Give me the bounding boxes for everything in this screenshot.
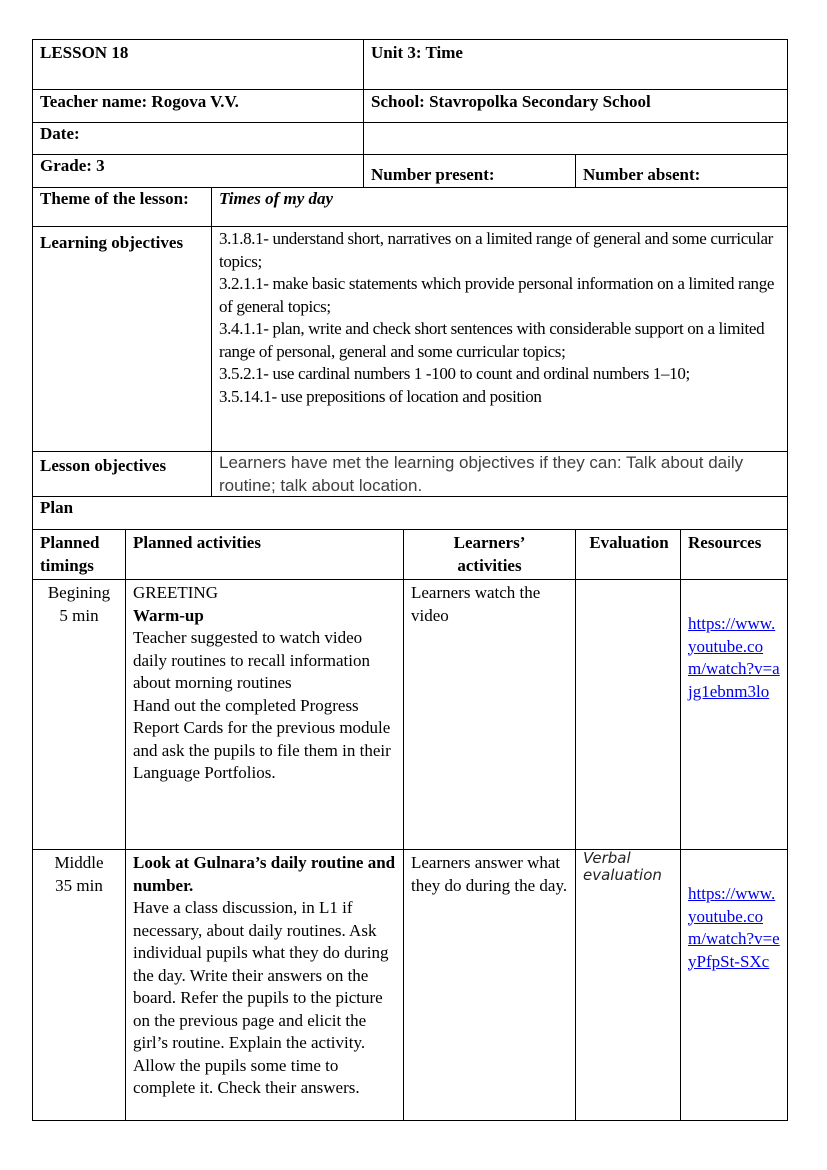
column-header-evaluation: Evaluation: [575, 529, 681, 580]
timing-duration: 35 min: [55, 875, 103, 895]
date-label: Date:: [32, 122, 364, 155]
theme-label: Theme of the lesson:: [32, 187, 212, 227]
learning-objective-item: 3.5.2.1- use cardinal numbers 1 -100 to count and ordinal numbers 1–10;: [219, 364, 690, 383]
column-header-timings: Planned timings: [32, 529, 126, 580]
unit-title: Unit 3: Time: [363, 39, 788, 90]
activity-text: Hand out the completed Progress Report Cards for the previous module and ask the pupils to file them in their Language Portfolios.: [133, 695, 391, 782]
date-value: [363, 122, 788, 155]
resource-link[interactable]: https://www.youtube.com/watch?v=eyPfpSt-SXc: [688, 884, 780, 971]
row-evaluation: [575, 579, 681, 850]
row-activity: [125, 849, 404, 1121]
school-name: School: Stavropolka Secondary School: [363, 89, 788, 123]
activity-heading: GREETING: [133, 583, 218, 602]
learning-objective-item: 3.5.14.1- use prepositions of location and position: [219, 386, 542, 406]
teacher-name: Teacher name: Rogova V.V.: [32, 89, 364, 123]
column-header-resources: Resources: [680, 529, 788, 580]
row-timing: [32, 579, 126, 850]
number-absent-label: Number absent:: [575, 154, 788, 188]
lesson-number: LESSON 18: [32, 39, 364, 90]
learning-objective-item: 3.4.1.1- plan, write and check short sentences with considerable support on a limited range of personal, general and some curricular topics;: [219, 319, 765, 361]
lesson-objectives-label: Lesson objectives: [32, 451, 212, 497]
learning-objective-item: 3.2.1.1- make basic statements which provide personal information on a limited range of general topics;: [219, 274, 775, 316]
theme-value: Times of my day: [211, 187, 788, 227]
activity-subheading: Look at Gulnara’s daily routine and number.: [133, 853, 396, 895]
learning-objectives-list: [211, 226, 788, 452]
lesson-objectives-value: Learners have met the learning objectives if they can: Talk about daily routine; talk about location.: [211, 451, 788, 497]
activity-text: Teacher suggested to watch video daily routines to recall information about morning routines: [133, 628, 370, 692]
timing-duration: 5 min: [59, 605, 99, 625]
row-resources: [680, 849, 788, 1121]
grade: Grade: 3: [32, 154, 364, 188]
timing-stage: Begining: [47, 583, 111, 602]
evaluation-text: Verbal evaluation: [583, 849, 662, 884]
row-learners-activity: Learners answer what they do during the day.: [403, 849, 576, 1121]
resource-link[interactable]: https://www.youtube.com/watch?v=ajg1ebnm3lo: [688, 614, 780, 701]
learning-objectives-label: Learning objectives: [32, 226, 212, 452]
activity-subheading: Warm-up: [133, 605, 204, 625]
row-resources: [680, 579, 788, 850]
row-evaluation: [575, 849, 681, 1121]
column-header-activities: Planned activities: [125, 529, 404, 580]
timing-stage: Middle: [54, 853, 104, 872]
plan-title: Plan: [32, 496, 788, 530]
column-header-learners: Learners’ activities: [403, 529, 576, 580]
learning-objective-item: 3.1.8.1- understand short, narratives on a limited range of general and some curricular topics;: [219, 229, 773, 271]
number-present-label: Number present:: [363, 154, 576, 188]
row-activity: [125, 579, 404, 850]
row-timing: [32, 849, 126, 1121]
row-learners-activity: Learners watch the video: [403, 579, 576, 850]
activity-text: Have a class discussion, in L1 if necessary, about daily routines. Ask individual pupils what they do during the day. Write their answers on the board. Refer the pupils to the picture on the previous page and elicit the girl’s routine. Explain the activity. Allow the pupils some time to complete it. Check their answers.: [133, 898, 389, 1097]
